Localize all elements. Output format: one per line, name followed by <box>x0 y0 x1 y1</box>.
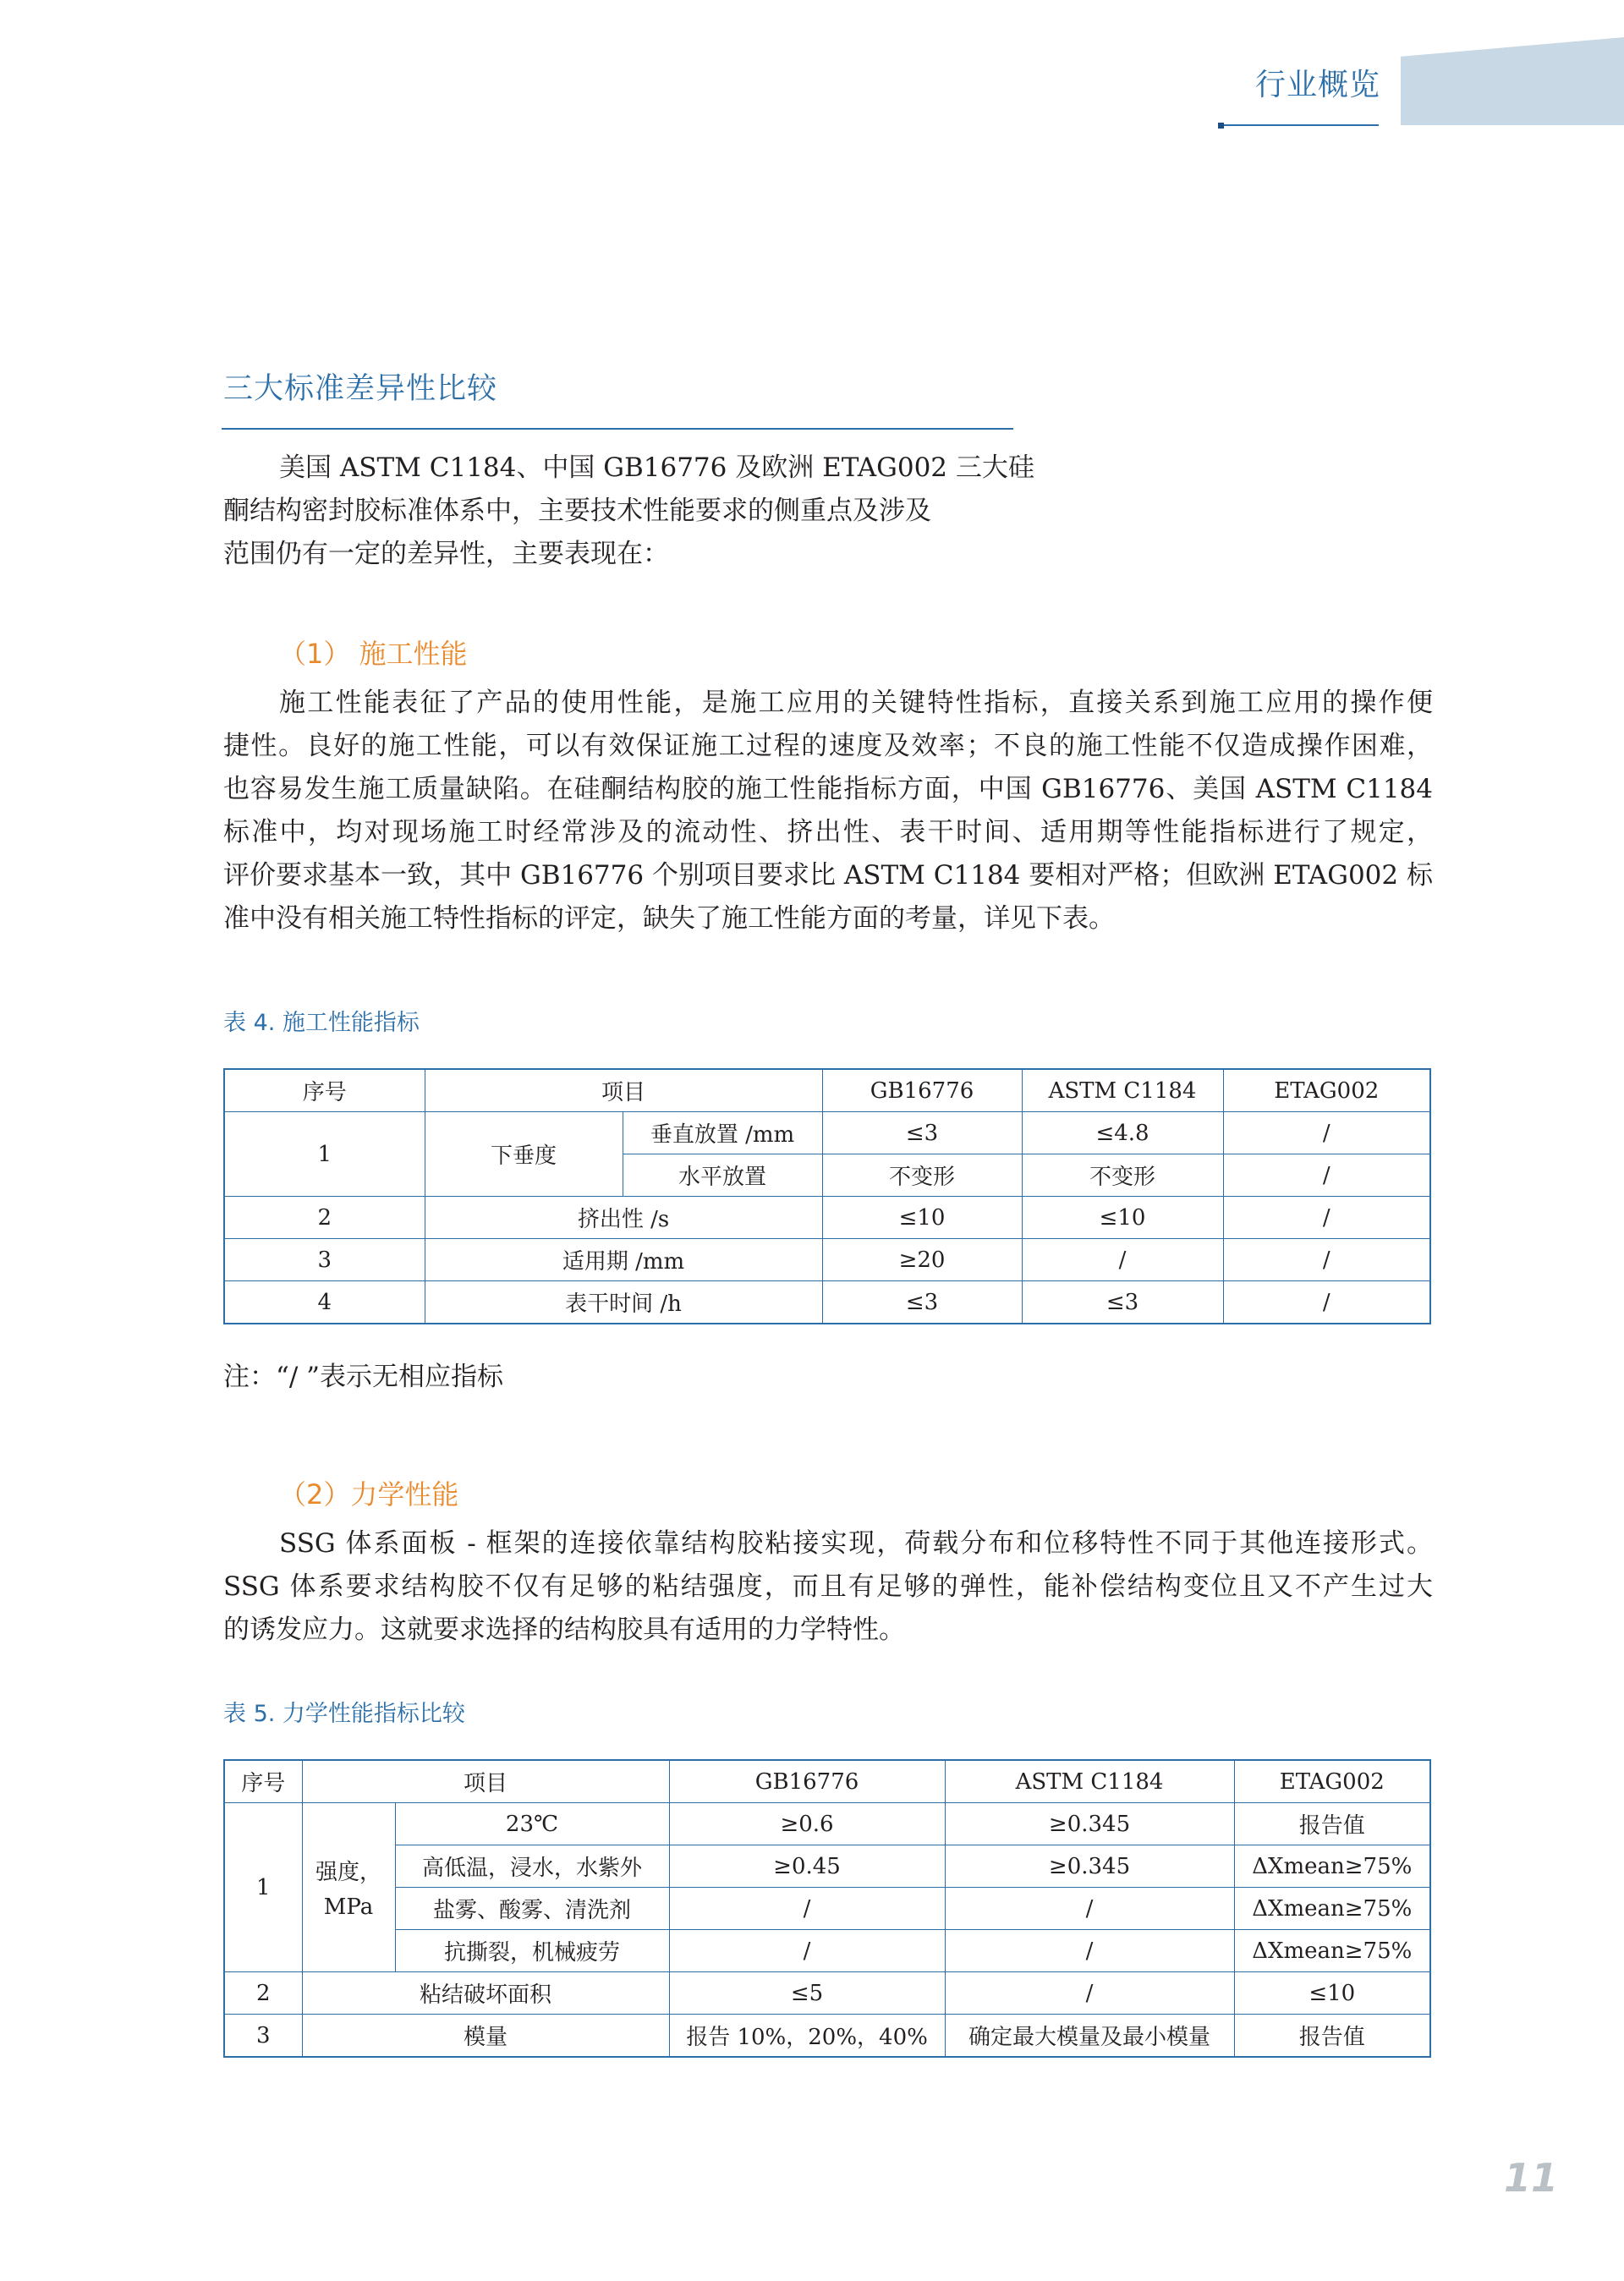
paragraph-line: 标准中，均对现场施工时经常涉及的流动性、挤出性、表干时间、适用期等性能指标进行了规定， <box>223 817 1433 847</box>
table-cell: 报告 10%，20%，40% <box>669 2015 945 2058</box>
table-row <box>224 1197 1430 1239</box>
section1-title: （1） 施工性能 <box>279 638 468 670</box>
table-cell: / <box>1022 1239 1223 1281</box>
table-row <box>224 1112 1430 1154</box>
table-row <box>224 1972 1430 2015</box>
table-header-row <box>224 1069 1430 1112</box>
table-cell: ≤10 <box>822 1197 1022 1239</box>
header-cell: 序号 <box>224 1760 302 1803</box>
table-cell: 水平放置 <box>623 1154 822 1197</box>
table-cell: ΔXmean≥75% <box>1234 1930 1430 1972</box>
table-cell: 报告值 <box>1234 1803 1430 1845</box>
section2-title: （2）力学性能 <box>279 1478 459 1511</box>
table-cell: 23℃ <box>395 1803 669 1845</box>
table-row <box>224 2015 1430 2058</box>
row-number: 1 <box>224 1803 302 1972</box>
table-row <box>224 1803 1430 1845</box>
table-row <box>224 1888 1430 1930</box>
section1-paragraph <box>223 682 1433 940</box>
row-number: 3 <box>224 1239 425 1281</box>
paragraph-line: 施工性能表征了产品的使用性能，是施工应用的关键特性指标，直接关系到施工应用的操作便 <box>279 688 1433 718</box>
intro-line: 酮结构密封胶标准体系中，主要技术性能要求的侧重点及涉及 <box>223 496 931 526</box>
table-note: 注：“/ ”表示无相应指标 <box>223 1362 503 1392</box>
paragraph-line: 的诱发应力。这就要求选择的结构胶具有适用的力学特性。 <box>223 1615 905 1645</box>
table-cell: / <box>1223 1154 1430 1197</box>
paragraph-line: 评价要求基本一致，其中 GB16776 个别项目要求比 ASTM C1184 要相对严格；但欧洲 ETAG002 标 <box>223 860 1433 891</box>
table-cell: / <box>1223 1197 1430 1239</box>
table-cell: ≥0.45 <box>669 1845 945 1888</box>
table-cell: ΔXmean≥75% <box>1234 1888 1430 1930</box>
table-cell: 表干时间 /h <box>425 1281 822 1324</box>
table-cell: 盐雾、酸雾、清洗剂 <box>395 1888 669 1930</box>
table-cell: ≥0.345 <box>945 1845 1234 1888</box>
table-cell: / <box>669 1930 945 1972</box>
row-group-unit: MPa <box>323 1894 374 1920</box>
page-number: 11 <box>1504 2155 1559 2201</box>
header-band <box>1401 37 1624 125</box>
header-cell: ETAG002 <box>1223 1069 1430 1112</box>
paragraph-line: SSG 体系要求结构胶不仅有足够的粘结强度，而且有足够的弹性，能补偿结构变位且又不产生过大 <box>223 1571 1433 1602</box>
page-heading: 三大标准差异性比较 <box>223 372 498 406</box>
table-row <box>224 1281 1430 1324</box>
table-cell: / <box>945 1972 1234 2015</box>
table-cell: 挤出性 /s <box>425 1197 822 1239</box>
table-cell: 确定最大模量及最小模量 <box>945 2015 1234 2058</box>
table5 <box>223 1759 1431 2058</box>
table-cell: ≤5 <box>669 1972 945 2015</box>
table-cell: / <box>1223 1281 1430 1324</box>
row-number: 2 <box>224 1197 425 1239</box>
header-cell: ETAG002 <box>1234 1760 1430 1803</box>
table-cell: 报告值 <box>1234 2015 1430 2058</box>
paragraph-line: SSG 体系面板 - 框架的连接依靠结构胶粘接实现，荷载分布和位移特性不同于其他连接形式。 <box>279 1528 1433 1559</box>
intro-paragraph <box>223 447 1034 576</box>
table-cell: 高低温，浸水，水紫外 <box>395 1845 669 1888</box>
header-rule-marker <box>1218 123 1224 129</box>
table-cell: 垂直放置 /mm <box>623 1112 822 1154</box>
table-cell: ≥20 <box>822 1239 1022 1281</box>
paragraph-line: 也容易发生施工质量缺陷。在硅酮结构胶的施工性能指标方面，中国 GB16776、美国 ASTM C1184 <box>223 774 1433 804</box>
row-number: 3 <box>224 2015 302 2058</box>
table-cell: / <box>945 1930 1234 1972</box>
table-cell: 适用期 /mm <box>425 1239 822 1281</box>
header-cell: 序号 <box>224 1069 425 1112</box>
header-cell: 项目 <box>302 1760 669 1803</box>
table-cell: / <box>1223 1239 1430 1281</box>
table-cell: ≥0.345 <box>945 1803 1234 1845</box>
table-row <box>224 1930 1430 1972</box>
row-group: 下垂度 <box>425 1112 623 1197</box>
header-cell: 项目 <box>425 1069 822 1112</box>
section-title: 行业概览 <box>1255 68 1381 102</box>
header-cell: ASTM C1184 <box>1022 1069 1223 1112</box>
table-cell: ≤10 <box>1234 1972 1430 2015</box>
row-number: 4 <box>224 1281 425 1324</box>
table4-caption: 表 4. 施工性能指标 <box>223 1010 420 1036</box>
table-cell: ≤4.8 <box>1022 1112 1223 1154</box>
table-cell: 模量 <box>302 2015 669 2058</box>
header-rule <box>1223 124 1379 126</box>
row-group-label: 强度， <box>315 1860 381 1885</box>
table-cell: 粘结破坏面积 <box>302 1972 669 2015</box>
table-header-row <box>224 1760 1430 1803</box>
row-number: 1 <box>224 1112 425 1197</box>
table-cell: 抗撕裂，机械疲劳 <box>395 1930 669 1972</box>
paragraph-line: 捷性。良好的施工性能，可以有效保证施工过程的速度及效率；不良的施工性能不仅造成操作困难， <box>223 731 1433 761</box>
table-cell: ≥0.6 <box>669 1803 945 1845</box>
table-cell: ≤3 <box>1022 1281 1223 1324</box>
table-cell: ΔXmean≥75% <box>1234 1845 1430 1888</box>
intro-line: 范围仍有一定的差异性，主要表现在： <box>223 539 669 569</box>
row-group <box>302 1803 395 1972</box>
table-cell: 不变形 <box>1022 1154 1223 1197</box>
table-cell: ≤10 <box>1022 1197 1223 1239</box>
section2-paragraph <box>223 1522 1433 1652</box>
header-cell: GB16776 <box>669 1760 945 1803</box>
paragraph-line: 准中没有相关施工特性指标的评定，缺失了施工性能方面的考量，详见下表。 <box>223 903 1115 934</box>
table5-caption: 表 5. 力学性能指标比较 <box>223 1701 465 1727</box>
table-cell: ≤3 <box>822 1281 1022 1324</box>
table-cell: / <box>945 1888 1234 1930</box>
heading-rule <box>222 428 1013 430</box>
table-row <box>224 1845 1430 1888</box>
table-row <box>224 1239 1430 1281</box>
row-number: 2 <box>224 1972 302 2015</box>
table-cell: ≤3 <box>822 1112 1022 1154</box>
header-cell: GB16776 <box>822 1069 1022 1112</box>
intro-line: 美国 ASTM C1184、中国 GB16776 及欧洲 ETAG002 三大硅 <box>279 452 1034 483</box>
table-cell: 不变形 <box>822 1154 1022 1197</box>
table4 <box>223 1068 1431 1324</box>
header-cell: ASTM C1184 <box>945 1760 1234 1803</box>
table-cell: / <box>1223 1112 1430 1154</box>
table-cell: / <box>669 1888 945 1930</box>
